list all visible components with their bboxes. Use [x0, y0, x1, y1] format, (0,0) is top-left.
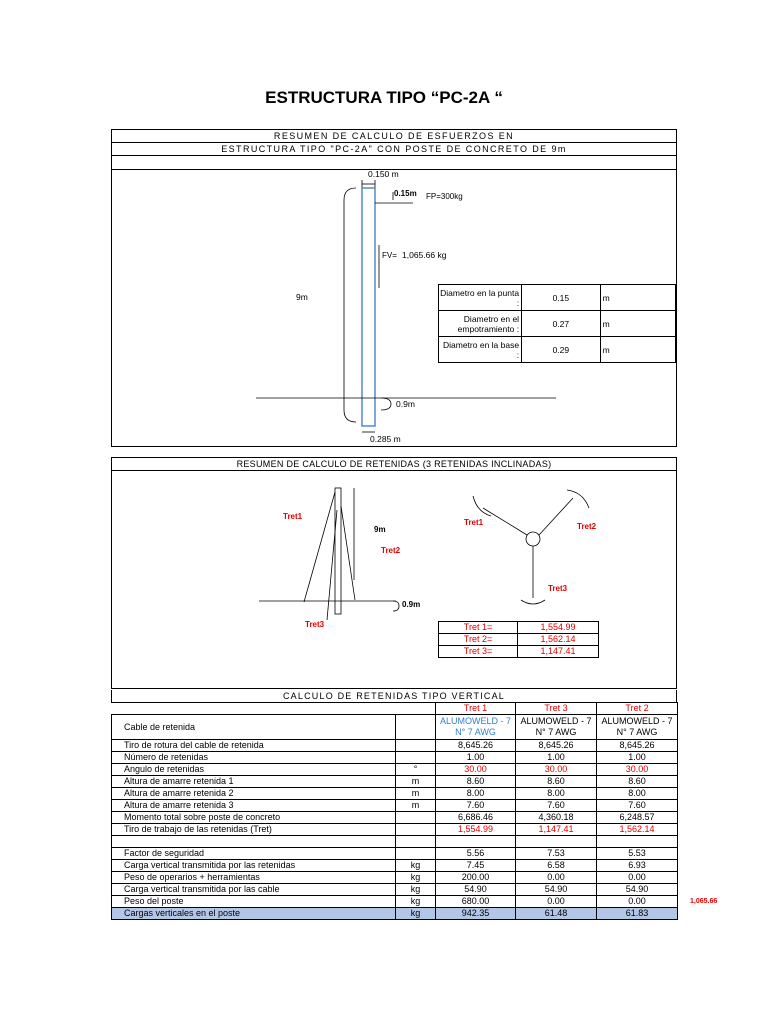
row-unit — [396, 740, 436, 752]
side-embed-label: 0.9m — [402, 600, 421, 609]
row-label: Altura de amarre retenida 3 — [112, 800, 396, 812]
row-value: 1.00 — [597, 752, 678, 764]
row-label: Angulo de retenidas — [112, 764, 396, 776]
row-value: 5.53 — [597, 848, 678, 860]
total-row — [112, 908, 678, 920]
row-value: 1,147.41 — [516, 824, 597, 836]
side-tret2-label: Tret2 — [381, 546, 401, 555]
row-value: 8,645.26 — [516, 740, 597, 752]
table-row — [112, 776, 678, 788]
row-unit — [396, 752, 436, 764]
plan-tret3-label: Tret3 — [548, 584, 568, 593]
row-value: 30.00 — [597, 764, 678, 776]
row-unit: m — [396, 776, 436, 788]
row-value: 54.90 — [597, 884, 678, 896]
row-unit — [396, 824, 436, 836]
row-unit: m — [396, 788, 436, 800]
row-value: 680.00 — [436, 896, 516, 908]
row-value: 5.56 — [436, 848, 516, 860]
row-value: 8.00 — [436, 788, 516, 800]
total-value: 61.83 — [597, 908, 678, 920]
guy-header: RESUMEN DE CALCULO DE RETENIDAS (3 RETENIDAS INCLINADAS) — [112, 458, 676, 471]
table-row — [112, 812, 678, 824]
diameter-row — [439, 285, 676, 311]
row-label: Momento total sobre poste de concreto — [112, 812, 396, 824]
row-value: 6,248.57 — [597, 812, 678, 824]
diameter-value: 0.27 — [522, 311, 601, 337]
diameter-unit: m — [600, 337, 675, 363]
row-value: 1.00 — [516, 752, 597, 764]
row-value: 7.60 — [436, 800, 516, 812]
row-label: Tiro de rotura del cable de retenida — [112, 740, 396, 752]
row-value: 8,645.26 — [597, 740, 678, 752]
row-unit: kg — [396, 872, 436, 884]
diameter-unit: m — [600, 285, 675, 311]
row-value: 8.60 — [597, 776, 678, 788]
total-sum: 1,065.66 — [690, 898, 718, 905]
row-value: 7.45 — [436, 860, 516, 872]
document-title: ESTRUCTURA TIPO “PC-2A “ — [265, 88, 503, 107]
row-label: Factor de seguridad — [112, 848, 396, 860]
diameter-table — [438, 284, 676, 363]
row-value: 0.00 — [597, 896, 678, 908]
tret-label: Tret 2= — [439, 634, 518, 646]
plan-tret2-label: Tret2 — [577, 522, 597, 531]
row-value: 54.90 — [516, 884, 597, 896]
tret-value: 1,554.99 — [518, 622, 599, 634]
top-diameter-label: 0.150 m — [368, 169, 399, 179]
row-unit: m — [396, 800, 436, 812]
row-value: 6.93 — [597, 860, 678, 872]
blank-row — [112, 836, 678, 848]
row-value: 8.60 — [516, 776, 597, 788]
row-value: 200.00 — [436, 872, 516, 884]
diameter-unit: m — [600, 311, 675, 337]
diameter-label: Diametro en la base : — [439, 337, 522, 363]
table-row — [112, 824, 678, 836]
table-row — [112, 752, 678, 764]
table-row — [112, 788, 678, 800]
total-value: 61.48 — [516, 908, 597, 920]
side-height-label: 9m — [374, 525, 386, 534]
row-unit: ° — [396, 764, 436, 776]
table-row — [112, 884, 678, 896]
table-row — [112, 848, 678, 860]
total-label: Cargas verticales en el poste — [112, 908, 396, 920]
fp-label: FP=300kg — [426, 192, 463, 201]
table-row — [112, 800, 678, 812]
row-value: 1.00 — [436, 752, 516, 764]
row-value: 7.60 — [516, 800, 597, 812]
pole-shape — [362, 188, 375, 426]
top-offset-label: 0.15m — [394, 189, 417, 198]
row-value: 0.00 — [516, 896, 597, 908]
table-row — [112, 764, 678, 776]
row-label: Carga vertical transmitida por las cable — [112, 884, 396, 896]
row-label: Altura de amarre retenida 2 — [112, 788, 396, 800]
row-unit: kg — [396, 860, 436, 872]
tret-results-table — [438, 621, 599, 658]
table-row — [112, 896, 678, 908]
row-value: 0.00 — [516, 872, 597, 884]
row-value: 8.00 — [597, 788, 678, 800]
cable-row — [112, 715, 678, 740]
row-label: Número de retenidas — [112, 752, 396, 764]
col-head-row — [112, 703, 678, 715]
tret-label: Tret 3= — [439, 646, 518, 658]
diameter-row — [439, 311, 676, 337]
tret-row — [439, 634, 599, 646]
row-label: Peso de operarios + herramientas — [112, 872, 396, 884]
row-value: 30.00 — [436, 764, 516, 776]
col-head: Tret 2 — [597, 703, 678, 715]
row-value: 7.53 — [516, 848, 597, 860]
diameter-row — [439, 337, 676, 363]
tret-value: 1,147.41 — [518, 646, 599, 658]
row-value: 4,360.18 — [516, 812, 597, 824]
tret-row — [439, 622, 599, 634]
row-unit: kg — [396, 896, 436, 908]
row-value: 8.00 — [516, 788, 597, 800]
fv-value: 1,065.66 kg — [402, 250, 447, 260]
total-value: 942.35 — [436, 908, 516, 920]
diameter-value: 0.29 — [522, 337, 601, 363]
table-row — [112, 872, 678, 884]
forces-header-line1: RESUMEN DE CALCULO DE ESFUERZOS EN — [112, 130, 676, 143]
row-value: 6.58 — [516, 860, 597, 872]
row-value: 8,645.26 — [436, 740, 516, 752]
row-label: Carga vertical transmitida por las retenidas — [112, 860, 396, 872]
row-value: 1,562.14 — [597, 824, 678, 836]
row-value: 30.00 — [516, 764, 597, 776]
plan-pole-circle — [526, 532, 540, 546]
cable-value: ALUMOWELD - 7 N° 7 AWG — [597, 715, 678, 740]
fv-label: FV= — [382, 251, 397, 260]
vertical-calc-title: CALCULO DE RETENIDAS TIPO VERTICAL — [111, 690, 677, 703]
tret-row — [439, 646, 599, 658]
row-value: 8.60 — [436, 776, 516, 788]
row-value: 1,554.99 — [436, 824, 516, 836]
row-value: 7.60 — [597, 800, 678, 812]
embed-label: 0.9m — [396, 399, 415, 409]
row-value: 6,686.46 — [436, 812, 516, 824]
row-unit — [396, 812, 436, 824]
forces-header-line2: ESTRUCTURA TIPO "PC-2A" CON POSTE DE CONCRETO DE 9m — [112, 143, 676, 156]
row-label: Peso del poste — [112, 896, 396, 908]
tret-label: Tret 1= — [439, 622, 518, 634]
row-unit: kg — [396, 884, 436, 896]
col-head: Tret 3 — [516, 703, 597, 715]
forces-blank-row — [112, 156, 676, 170]
diameter-value: 0.15 — [522, 285, 601, 311]
plan-tret1-label: Tret1 — [464, 518, 484, 527]
row-label: Tiro de trabajo de las retenidas (Tret) — [112, 824, 396, 836]
vertical-calc-table — [111, 702, 678, 920]
row-value: 0.00 — [597, 872, 678, 884]
row-value: 54.90 — [436, 884, 516, 896]
total-unit: kg — [396, 908, 436, 920]
cable-label: Cable de retenida — [112, 715, 396, 740]
row-unit — [396, 848, 436, 860]
cable-value: ALUMOWELD - 7 N° 7 AWG — [436, 715, 516, 740]
table-row — [112, 740, 678, 752]
tret-value: 1,562.14 — [518, 634, 599, 646]
cable-value: ALUMOWELD - 7 N° 7 AWG — [516, 715, 597, 740]
base-diameter-label: 0.285 m — [370, 434, 401, 444]
side-tret3-label: Tret3 — [305, 620, 325, 629]
diameter-label: Diametro en la punta : — [439, 285, 522, 311]
pole-height-label: 9m — [296, 292, 308, 302]
row-label: Altura de amarre retenida 1 — [112, 776, 396, 788]
col-head: Tret 1 — [436, 703, 516, 715]
diameter-label: Diametro en el empotramiento : — [439, 311, 522, 337]
table-row — [112, 860, 678, 872]
side-tret1-label: Tret1 — [283, 512, 303, 521]
